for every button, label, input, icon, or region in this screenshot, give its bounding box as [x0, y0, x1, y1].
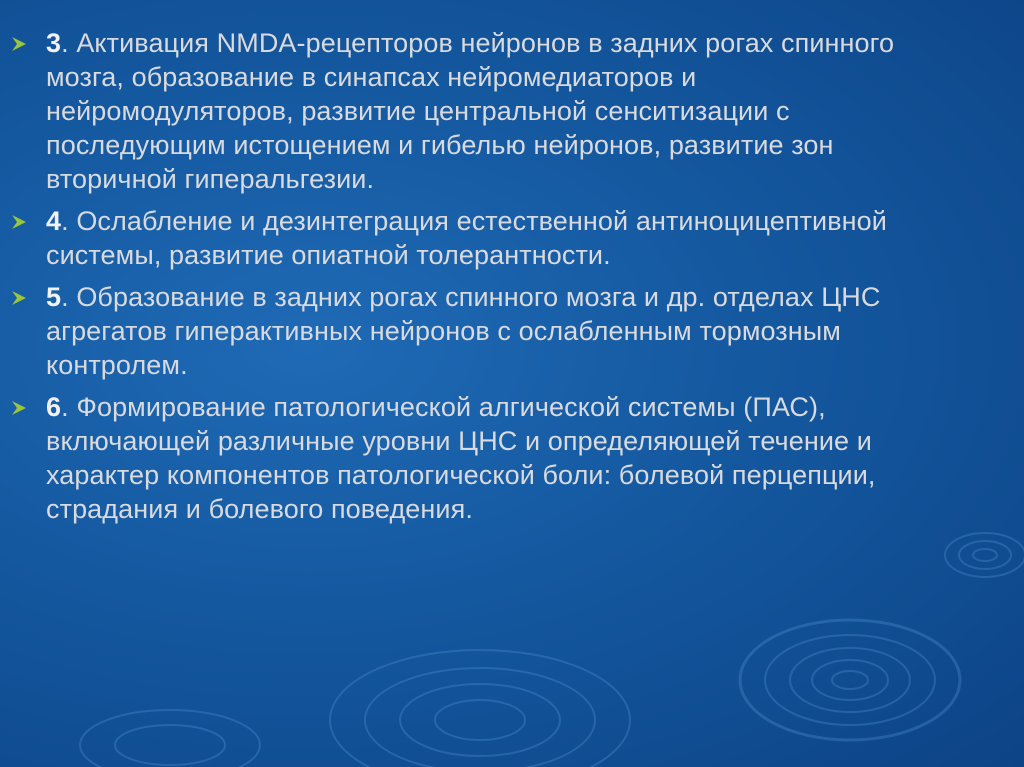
list-item-5: [10, 280, 910, 382]
ripple-group-right: [945, 533, 1024, 577]
list-item-4: [10, 204, 910, 272]
ripple-group-bottom-right: [740, 620, 960, 740]
arrowhead-bullet-icon: [10, 289, 28, 307]
item-number: 6: [46, 392, 62, 422]
item-text: . Образование в задних рогах спинного мозга и др. отделах ЦНС агрегатов гиперактивных нейронов с ослабленным тормозным контролем.: [46, 282, 881, 380]
item-number: 4: [46, 206, 62, 236]
bullet-list: [10, 26, 910, 534]
item-number: 5: [46, 282, 62, 312]
list-item-3: [10, 26, 910, 196]
arrowhead-bullet-icon: [10, 213, 28, 231]
ripple-group-bottom-center: [330, 650, 630, 767]
item-text: . Формирование патологической алгической системы (ПАС), включающей различные уровни ЦНС и определяющей течение и характер компонентов патологической боли: болевой перцепции, страдания и болевого поведения.: [46, 392, 876, 524]
arrowhead-bullet-icon: [10, 35, 28, 53]
item-number: 3: [46, 28, 62, 58]
ripple-group-bottom-left: [80, 710, 260, 767]
arrowhead-bullet-icon: [10, 399, 28, 417]
item-text: . Ослабление и дезинтеграция естественной антиноцицептивной системы, развитие опиатной толерантности.: [46, 206, 887, 270]
list-item-6: [10, 390, 910, 526]
item-text: . Активация NMDA-рецепторов нейронов в задних рогах спинного мозга, образование в синапсах нейромедиаторов и нейромодуляторов, развитие центральной сенситизации с последующим истощением и гибелью нейронов, развитие зон вторичной гиперальгезии.: [46, 28, 895, 194]
